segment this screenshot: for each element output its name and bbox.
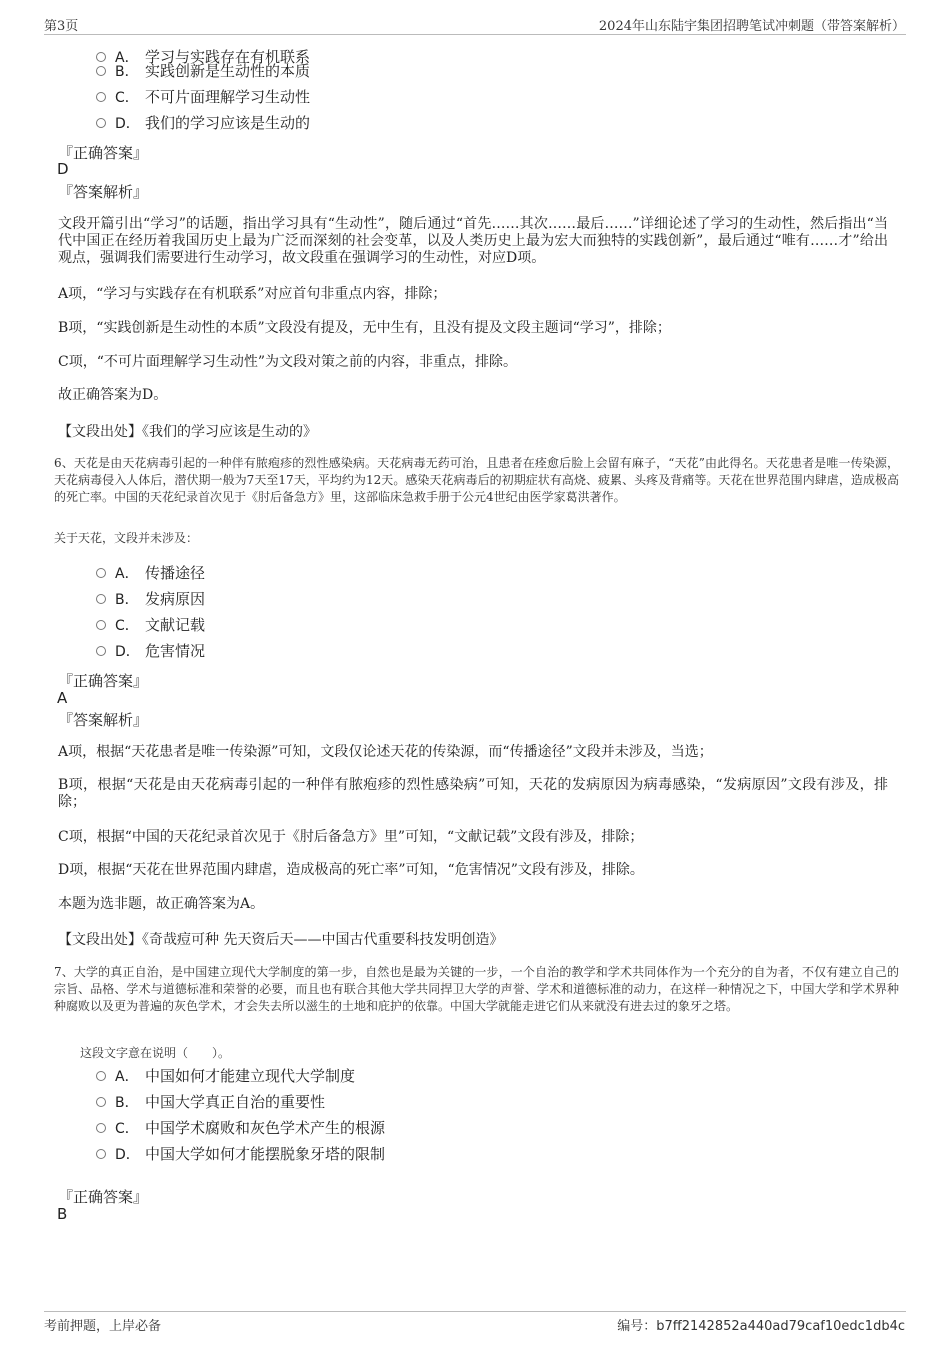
radio-icon[interactable] [96, 1149, 106, 1159]
q5-analysis-c: C项，“不可片面理解学习生动性”为文段对策之前的内容，非重点，排除。 [58, 354, 518, 370]
radio-icon[interactable] [96, 118, 106, 128]
q5-option-a[interactable]: A． 学习与实践存在有机联系 [96, 48, 310, 67]
q7-question-prompt: 这段文字意在说明（ ）。 [80, 1046, 231, 1060]
q5-option-d[interactable]: D． 我们的学习应该是生动的 [96, 114, 310, 133]
footer-code-label: 编号： [617, 1319, 657, 1334]
q6-source: 【文段出处】《奇哉痘可种 先天资后天——中国古代重要科技发明创造》 [58, 932, 504, 948]
q5-analysis-b: B项，“实践创新是生动性的本质”文段没有提及，无中生有，且没有提及文段主题词“学习”，排除； [58, 320, 671, 336]
q6-correct-label: 『正确答案』 [58, 672, 149, 690]
q7-option-d[interactable]: D． 中国大学如何才能摆脱象牙塔的限制 [96, 1145, 385, 1164]
q6-option-a[interactable]: A． 传播途径 [96, 564, 205, 583]
q5-source: 【文段出处】《我们的学习应该是生动的》 [58, 424, 317, 440]
header-divider [44, 34, 906, 35]
q5-correct-answer: D [57, 160, 69, 178]
radio-icon[interactable] [96, 594, 106, 604]
radio-icon[interactable] [96, 1071, 106, 1081]
footer-code [617, 1315, 905, 1334]
q6-analysis-label: 『答案解析』 [58, 711, 149, 729]
radio-icon[interactable] [96, 92, 106, 102]
q7-question-text: 7、大学的真正自治，是中国建立现代大学制度的第一步，自然也是最为关键的一步，一个自治的教学和学术共同体作为一个充分的自为者，不仅有建立自己的宗旨、品格、学术与道德标准和荣誉的必要，而且也有联合其他大学共同捍卫大学的声誉、学术和道德标准的动力，在这样一种情况之下，中国大学和学术界种种腐败以及更为普遍的灰色学术，才会失去所以滋生的土地和庇护的依靠。中国大学就能走进它们从来就没有进去过的象牙之塔。 [54, 965, 899, 1013]
page-number: 第3页 [44, 19, 79, 34]
q5-option-b[interactable]: B． 实践创新是生动性的本质 [96, 62, 310, 81]
q5-analysis-a: A项，“学习与实践存在有机联系”对应首句非重点内容，排除； [58, 286, 447, 302]
q5-analysis-conclusion: 故正确答案为D。 [58, 387, 168, 403]
q7-option-c[interactable]: C． 中国学术腐败和灰色学术产生的根源 [96, 1119, 385, 1138]
q5-option-c[interactable]: C． 不可片面理解学习生动性 [96, 88, 310, 107]
q6-question-prompt: 关于天花，文段并未涉及： [54, 531, 199, 545]
radio-icon[interactable] [96, 646, 106, 656]
radio-icon[interactable] [96, 620, 106, 630]
q7-correct-label: 『正确答案』 [58, 1188, 149, 1206]
radio-icon[interactable] [96, 568, 106, 578]
q6-analysis-conclusion: 本题为选非题，故正确答案为A。 [58, 896, 265, 912]
q7-correct-answer: B [57, 1205, 68, 1223]
q6-analysis-d: D项，根据“天花在世界范围内肆虐，造成极高的死亡率”可知，“危害情况”文段有涉及，排除。 [58, 862, 644, 878]
radio-icon[interactable] [96, 1123, 106, 1133]
q6-analysis-b: B项，根据“天花是由天花病毒引起的一种伴有脓疱疹的烈性感染病”可知，天花的发病原因为病毒感染，“发病原因”文段有涉及，排除； [58, 777, 888, 810]
q6-option-c[interactable]: C． 文献记载 [96, 616, 205, 635]
q5-correct-label: 『正确答案』 [58, 144, 149, 162]
q6-option-b[interactable]: B． 发病原因 [96, 590, 205, 609]
radio-icon[interactable] [96, 52, 106, 62]
footer-divider [44, 1311, 906, 1312]
footer-code-value: b7ff2142852a440ad79caf10edc1db4c [656, 1319, 905, 1334]
document-title: 2024年山东陆宇集团招聘笔试冲刺题（带答案解析） [598, 19, 905, 34]
radio-icon[interactable] [96, 1097, 106, 1107]
q7-option-a[interactable]: A． 中国如何才能建立现代大学制度 [96, 1067, 355, 1086]
radio-icon[interactable] [96, 66, 106, 76]
q6-analysis-c: C项，根据“中国的天花纪录首次见于《肘后备急方》里”可知，“文献记载”文段有涉及，排除； [58, 829, 644, 845]
q6-analysis-a: A项，根据“天花患者是唯一传染源”可知，文段仅论述天花的传染源，而“传播途径”文段并未涉及，当选； [58, 744, 713, 760]
q6-correct-answer: A [57, 689, 68, 707]
q5-analysis-main: 文段开篇引出“学习”的话题，指出学习具有“生动性”，随后通过“首先……其次……最后……”详细论述了学习的生动性，然后指出“当代中国正在经历着我国历史上最为广泛而深刻的社会变革，以及人类历史上最为宏大而独特的实践创新”，最后通过“唯有……才”给出观点，强调我们需要进行生动学习，故文段重在强调学习的生动性，对应D项。 [58, 216, 888, 266]
q6-question-text: 6、天花是由天花病毒引起的一种伴有脓疱疹的烈性感染病。天花病毒无药可治，且患者在痊愈后脸上会留有麻子，“天花”由此得名。天花患者是唯一传染源，天花病毒侵入人体后，潜伏期一般为7天至17天，平均约为12天。感染天花病毒后的初期症状有高烧、疲累、头疼及背痛等。天花在世界范围内肆虐，造成极高的死亡率。中国的天花纪录首次见于《肘后备急方》里，这部临床急救手册于公元4世纪由医学家葛洪著作。 [54, 456, 899, 504]
q7-option-b[interactable]: B． 中国大学真正自治的重要性 [96, 1093, 325, 1112]
q5-analysis-label: 『答案解析』 [58, 183, 149, 201]
footer-slogan: 考前押题，上岸必备 [44, 1319, 162, 1334]
q6-option-d[interactable]: D． 危害情况 [96, 642, 205, 661]
